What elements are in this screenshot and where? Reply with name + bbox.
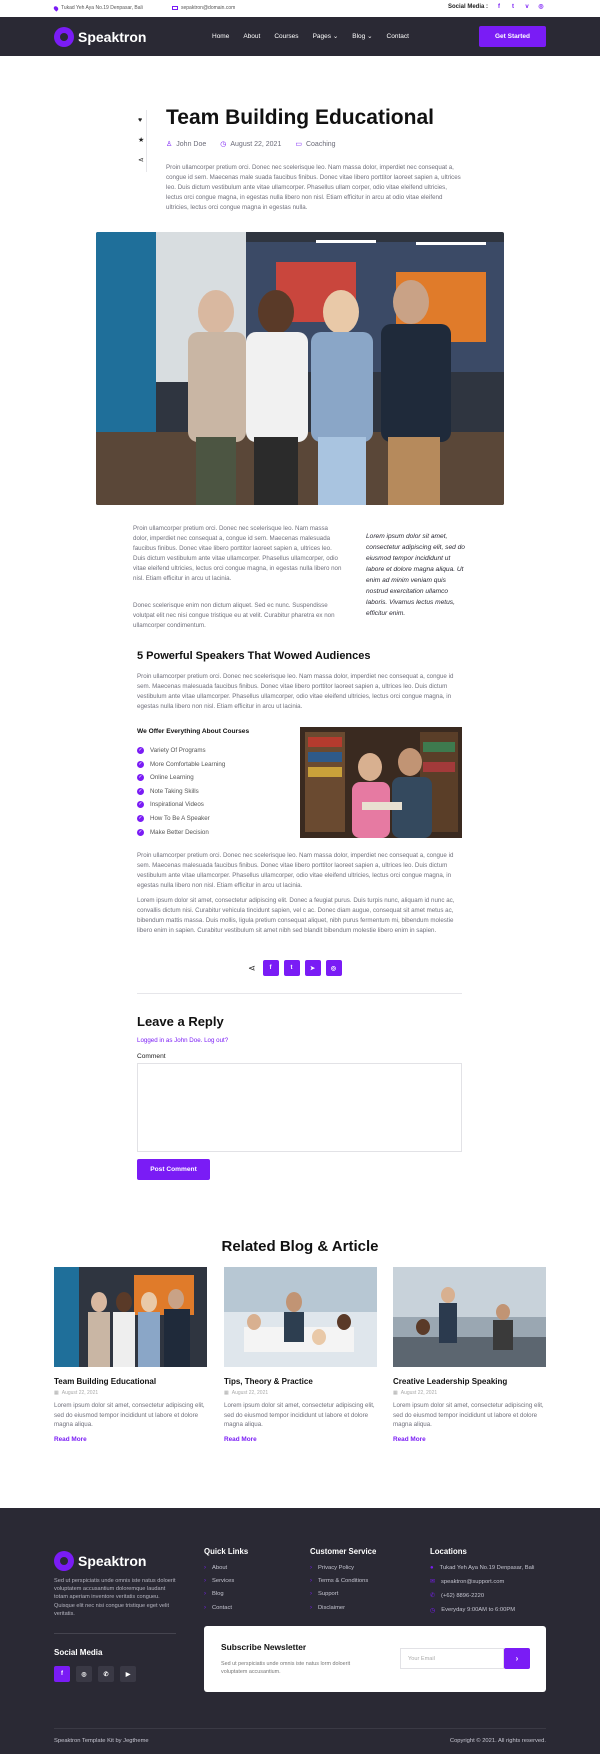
footer-social: [54, 1666, 136, 1682]
read-more-link[interactable]: Read More: [54, 1435, 87, 1443]
location-phone[interactable]: ✆ (+62) 8896-2220: [430, 1592, 485, 1600]
quick-links: [204, 1547, 248, 1618]
card-title[interactable]: Tips, Theory & Practice: [224, 1377, 313, 1386]
youtube-icon[interactable]: ▶: [120, 1666, 136, 1682]
library-photo: [300, 727, 462, 838]
card-date: ▦ August 22, 2021: [54, 1390, 99, 1396]
card-excerpt: Lorem ipsum dolor sit amet, consectetur adipiscing elit, sed do eiusmod tempor incididunt ut labore et dolore magna aliqua.: [54, 1402, 205, 1428]
footer-social-title: Social Media: [54, 1648, 103, 1657]
twitter-icon[interactable]: t: [284, 960, 300, 976]
post-date: ◷ August 22, 2021: [220, 141, 282, 148]
site-header: [0, 17, 600, 56]
nav-pages[interactable]: Pages ⌄: [312, 32, 339, 40]
read-more-link[interactable]: Read More: [224, 1435, 257, 1443]
post-category[interactable]: ▭ Coaching: [295, 141, 336, 148]
facebook-icon[interactable]: f: [498, 4, 500, 10]
footer-link[interactable]: › Services: [204, 1578, 235, 1585]
list-item: ✓ Note Taking Skills: [138, 787, 199, 795]
get-started-button[interactable]: Get Started: [479, 26, 546, 47]
card-date: ▦ August 22, 2021: [393, 1390, 438, 1396]
chevron-right-icon: ›: [515, 1654, 519, 1663]
newsletter-description: Sed ut perspiciatis unde omnis iste natus lorm doloerit voluptatem accusantium.: [221, 1661, 351, 1675]
check-icon: ✓: [138, 828, 143, 835]
card-photo: [224, 1267, 377, 1367]
whatsapp-icon[interactable]: ✆: [98, 1666, 114, 1682]
instagram-icon[interactable]: ◎: [538, 4, 544, 10]
footer-link[interactable]: › About: [204, 1565, 228, 1571]
nav-about[interactable]: About: [243, 32, 261, 40]
logged-in-link[interactable]: Logged in as John Doe. Log out?: [137, 1037, 229, 1044]
instagram-icon[interactable]: ◎: [326, 960, 342, 976]
footer-logo[interactable]: Speaktron: [54, 1551, 146, 1571]
telegram-icon[interactable]: ➤: [305, 960, 321, 976]
divider: [54, 1728, 546, 1729]
reply-heading: Leave a Reply: [137, 1014, 224, 1029]
location-email[interactable]: ✉ speaktron@support.com: [430, 1578, 505, 1586]
calendar-icon: ▦: [224, 1390, 229, 1396]
folder-icon: ▭: [295, 141, 302, 148]
check-icon: ✓: [138, 774, 143, 781]
footer-link[interactable]: › Terms & Conditions: [310, 1578, 369, 1585]
chevron-right-icon: ›: [310, 1591, 312, 1598]
nav-courses[interactable]: Courses: [274, 32, 299, 40]
post-meta: [166, 140, 336, 148]
body-paragraph: Lorem ipsum dolor sit amet, consectetur adipiscing elit. Donec a feugiat purus. Duis turpis nunc, aliquam id nunc ac, convallis dictum nisi. Curabitur vehicula tincidunt sapien, vel c ac. Donec diam augue, consequat sit amet metus ac, bibendum mattis massa. Duis mollis, ligula pretium consequat aliquet, nibh purus fermentum mi, bibendum molestie libero enim in sapien. Curabitur vestibulum sit amet nibh sed blandit bibendum molestie libero enim in sapien.: [137, 897, 455, 934]
body-paragraph: Donec scelerisque enim non dictum aliquet. Sed ec nunc. Suspendisse volutpat elit nec nisi congue tristique eu at velit. Curabitur pharetra ex non ullamcorper condimentum.: [133, 602, 335, 629]
nav-blog[interactable]: Blog ⌄: [352, 32, 373, 40]
chevron-down-icon: ⌄: [332, 33, 339, 40]
related-card[interactable]: [224, 1267, 377, 1443]
read-more-link[interactable]: Read More: [393, 1435, 426, 1443]
top-bar: [0, 0, 600, 17]
list-item: ✓ Online Learning: [138, 774, 194, 782]
twitter-icon[interactable]: t: [512, 4, 514, 10]
logo-mark-icon: [54, 1551, 74, 1571]
location-pin-icon: ●: [430, 1565, 434, 1571]
card-photo: [54, 1267, 207, 1367]
comment-textarea[interactable]: [137, 1063, 462, 1152]
card-excerpt: Lorem ipsum dolor sit amet, consectetur adipiscing elit, sed do eiusmod tempor incididunt ut labore et dolore magna aliqua.: [393, 1402, 544, 1428]
footer-description: Sed ut perspiciatis unde omnis iste natus doloerit voluptatem accusantium doloremque laudant totam aperiam inventore veritatis congueu. Quisque elit nec nisi congue tristique eget velit veritatis.: [54, 1578, 176, 1617]
customer-service: [310, 1547, 376, 1618]
chevron-right-icon: ›: [310, 1604, 312, 1611]
footer-link[interactable]: › Contact: [204, 1604, 232, 1611]
topbar-social: Social Media : f t v ◎: [447, 4, 544, 10]
card-title[interactable]: Creative Leadership Speaking: [393, 1377, 508, 1386]
main-nav: [212, 32, 409, 40]
related-card[interactable]: [54, 1267, 207, 1443]
footer-heading: Locations: [430, 1547, 467, 1556]
logo-mark-icon: [54, 27, 74, 47]
list-item: ✓ Make Better Decision: [138, 828, 209, 836]
footer-link[interactable]: › Support: [310, 1591, 339, 1598]
mail-icon: [172, 6, 178, 10]
post-author[interactable]: ♙ John Doe: [166, 141, 207, 148]
body-paragraph: Proin ullamcorper pretium orci. Donec nec scelerisque leo. Nam massa dolor, imperdiet nec consequat a, congue id sem. Maecenas malesuada faucibus finibus. Donec vitae libero porttitor laoreet sapien a, ultrices leo. Duis dictum vestibulum ante vitae ullamcorper. Phasellus ullamcorper, odio vitae eleifend ultricies, lectus orci congue magna, in egestas nulla libero non nisl. Etiam efficitur in arcu ut lacinia.: [137, 852, 454, 889]
subscribe-button[interactable]: [504, 1648, 530, 1669]
heart-icon[interactable]: ♥: [138, 117, 143, 124]
post-comment-button[interactable]: Post Comment: [137, 1159, 210, 1180]
topbar-email[interactable]: sepaktron@domain.com: [172, 5, 235, 11]
chevron-right-icon: ›: [310, 1565, 312, 1571]
card-excerpt: Lorem ipsum dolor sit amet, consectetur adipiscing elit, sed do eiusmod tempor incididunt ut labore et dolore magna aliqua.: [224, 1402, 375, 1428]
team-photo: [96, 232, 504, 505]
chevron-right-icon: ›: [204, 1591, 206, 1598]
share-bar: [248, 960, 342, 976]
footer-credit: Speaktron Template Kit by Jegtheme: [54, 1738, 149, 1744]
post-title: Team Building Educational: [166, 106, 434, 129]
check-icon: ✓: [138, 814, 143, 821]
divider: [137, 993, 462, 994]
nav-home[interactable]: Home: [212, 32, 230, 40]
newsletter-title: Subscribe Newsletter: [221, 1642, 307, 1652]
locations: [430, 1547, 534, 1621]
clock-icon: ◷: [220, 141, 227, 148]
card-title[interactable]: Team Building Educational: [54, 1377, 157, 1386]
list-item: ✓ Inspirational Videos: [138, 801, 204, 809]
topbar-address: Tukad Yeh Aya No.19 Denpasar, Bali: [54, 5, 143, 11]
hero-image: [96, 232, 504, 505]
location-hours: ◷ Everyday 9:00AM to 6:00PM: [430, 1607, 516, 1614]
email-input[interactable]: Your Email: [400, 1648, 504, 1669]
chevron-right-icon: ›: [204, 1565, 206, 1571]
section-heading: 5 Powerful Speakers That Wowed Audiences: [137, 650, 371, 662]
related-card[interactable]: [393, 1267, 546, 1443]
related-heading: Related Blog & Article: [221, 1238, 379, 1255]
footer-heading: Customer Service: [310, 1547, 377, 1556]
card-photo: [393, 1267, 546, 1367]
footer-link[interactable]: › Privacy Policy: [310, 1565, 355, 1571]
list-item: ✓ Variety Of Programs: [138, 747, 206, 754]
phone-icon: ✆: [430, 1593, 436, 1600]
share-icon: ⋖: [248, 962, 256, 973]
facebook-icon[interactable]: f: [263, 960, 279, 976]
logo[interactable]: Speaktron: [54, 27, 146, 47]
check-icon: ✓: [138, 760, 143, 767]
location-pin-icon: [53, 5, 59, 11]
list-item: ✓ More Comfortable Learning: [138, 760, 226, 768]
pull-quote: Lorem ipsum dolor sit amet, consectetur adipiscing elit, sed do eiusmod tempor incididunt ut labore et dolore magna aliqua. Ut enim ad minim veniam quis nostrud exercitation ullamco laboris. Vivamus lectus metus, efficitur enim.: [366, 533, 465, 617]
nav-contact[interactable]: Contact: [386, 32, 409, 40]
card-date: ▦ August 22, 2021: [224, 1390, 269, 1396]
comment-label: Comment: [137, 1053, 166, 1060]
chevron-down-icon: ⌄: [367, 33, 373, 40]
clock-icon: ◷: [430, 1607, 436, 1614]
mail-icon: ✉: [430, 1579, 436, 1586]
offer-heading: We Offer Everything About Courses: [137, 728, 250, 735]
section-paragraph: Proin ullamcorper pretium orci. Donec nec scelerisque leo. Nam massa dolor, imperdiet nec consequat a, congue id sem. Maecenas malesuada faucibus finibus. Donec vitae libero porttitor laoreet sapien a, ultrices leo. Duis dictum vestibulum ante vitae ullamcorper. Phasellus ullamcorper, odio vitae eleifend ultricies, lectus orci congue magna, in egestas nulla libero non nisl. Etiam efficitur in arcu ut lacinia.: [137, 673, 454, 710]
instagram-icon[interactable]: ◎: [76, 1666, 92, 1682]
star-icon[interactable]: ★: [138, 137, 145, 144]
chevron-right-icon: ›: [204, 1578, 206, 1585]
divider: [146, 110, 147, 172]
check-icon: ✓: [138, 801, 143, 808]
footer-copyright: Copyright © 2021. All rights reserved.: [449, 1738, 546, 1744]
facebook-icon[interactable]: f: [54, 1666, 70, 1682]
chevron-right-icon: ›: [310, 1578, 312, 1585]
footer-link[interactable]: › Blog: [204, 1591, 224, 1598]
footer-heading: Quick Links: [204, 1547, 249, 1556]
footer-link[interactable]: › Disclaimer: [310, 1604, 346, 1611]
list-item: ✓ How To Be A Speaker: [138, 814, 210, 822]
body-paragraph: Proin ullamcorper pretium orci. Donec nec scelerisque leo. Nam massa dolor, imperdiet nec consequat a, congue id sem. Maecenas malesuada faucibus finibus. Donec vitae libero porttitor laoreet sapien a, ultrices leo. Duis dictum vestibulum ante vitae ullamcorper. Phasellus ullamcorper, odio vitae eleifend ultricies, lectus orci congue magna, in egestas nulla libero non nisl. Etiam efficitur in arcu ut lacinia.: [133, 525, 342, 582]
calendar-icon: ▦: [393, 1390, 398, 1396]
share-icon[interactable]: ⋖: [138, 157, 144, 164]
vimeo-icon[interactable]: v: [525, 4, 529, 10]
post-actions: [138, 117, 144, 164]
offer-list: [137, 746, 225, 837]
post-intro: Proin ullamcorper pretium orci. Donec nec scelerisque leo. Nam massa dolor, imperdiet nec consequat a, congue id sem. Maecenas male suada faucibus finibus. Donec vitae libero porttitor laoreet sapien a, ultrices leo. Duis dictum vestibulum ante vitae ullamcorper. Phasellus ullam corper, odio vitae eleifend ultricies, lectus orci congue magna, in egestas nulla libero non nisl. Etiam efficitur in arcu at odio vitae eleifend ultricies, lectus orci congue magna in egestas nulla.: [166, 164, 461, 211]
library-image: [300, 727, 462, 838]
card-image: [224, 1267, 377, 1367]
card-image: [54, 1267, 207, 1367]
chevron-right-icon: ›: [204, 1604, 206, 1611]
card-image: [393, 1267, 546, 1367]
calendar-icon: ▦: [54, 1390, 59, 1396]
user-icon: ♙: [166, 141, 173, 148]
check-icon: ✓: [138, 787, 143, 794]
location-address: ● Tukad Yeh Aya No.19 Denpasar, Bali: [430, 1565, 535, 1571]
check-icon: ✓: [138, 747, 143, 753]
divider: [54, 1633, 176, 1634]
